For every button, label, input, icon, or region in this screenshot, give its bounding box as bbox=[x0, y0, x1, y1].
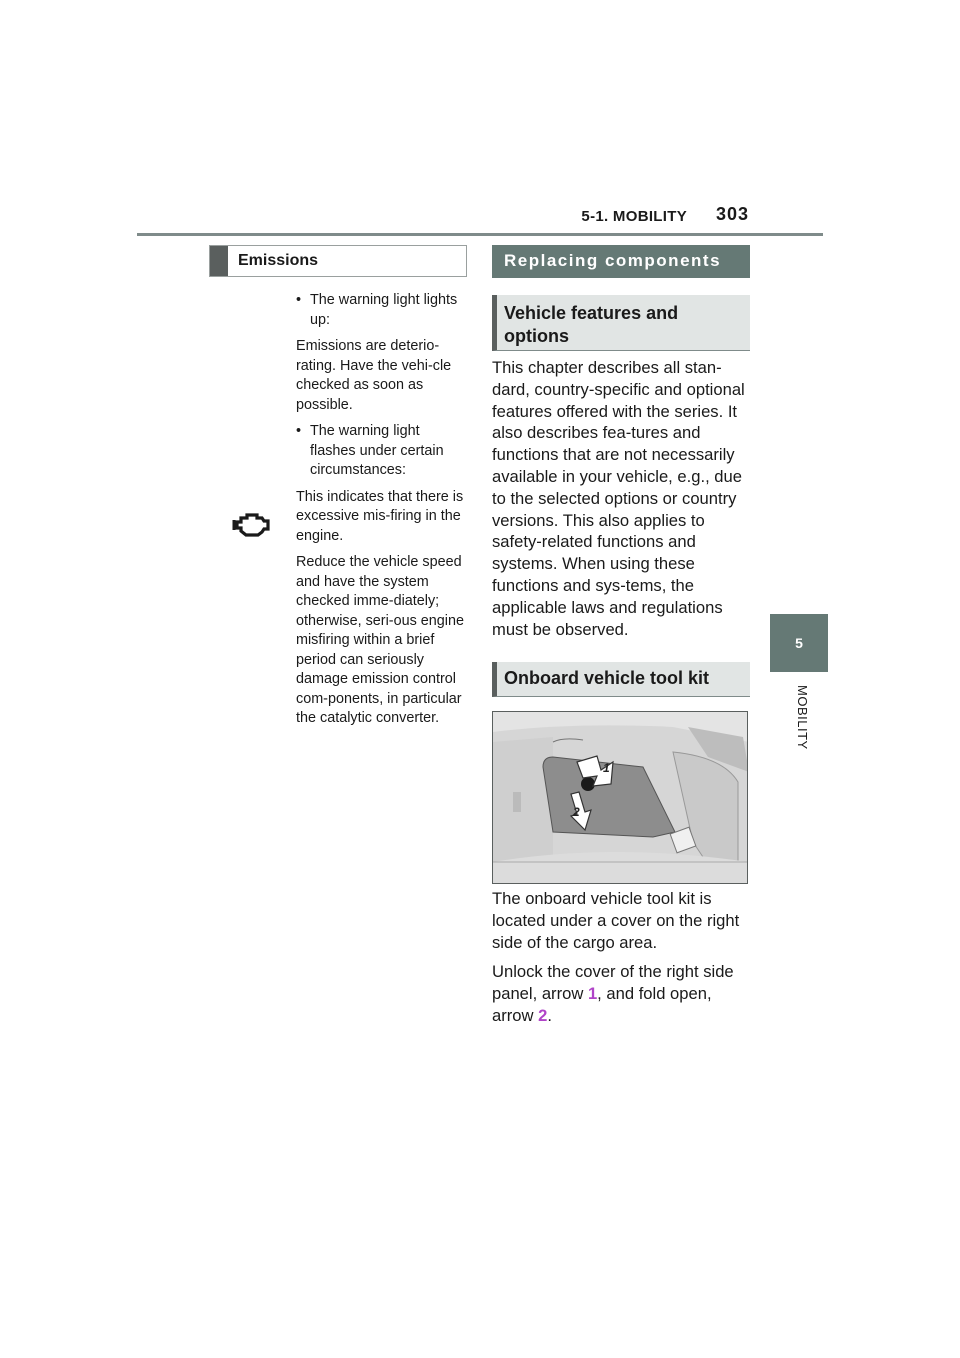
text-misfiring: This indicates that there is excessive mis-firing in the engine. bbox=[296, 488, 464, 544]
page-number: 303 bbox=[716, 204, 750, 224]
cargo-area-figure bbox=[492, 711, 748, 884]
chapter-number: 5 bbox=[795, 635, 803, 651]
figure-label-1: 1 bbox=[603, 761, 610, 775]
tool-kit-location-text: The onboard vehicle tool kit is located under a cover on the right side of the cargo area. bbox=[492, 889, 740, 952]
cargo-area-illustration bbox=[493, 712, 748, 884]
figure-label-2: 2 bbox=[573, 805, 580, 819]
bullet-flashes: • The warning light flashes under certain circumstances: bbox=[296, 422, 466, 481]
replacing-heading: Replacing components bbox=[504, 251, 722, 270]
tool-kit-body bbox=[492, 888, 750, 1035]
subheading-vehicle-features bbox=[492, 295, 750, 351]
tool-kit-heading: Onboard vehicle tool kit bbox=[504, 668, 710, 688]
vehicle-features-body bbox=[492, 357, 750, 648]
chapter-side-label: MOBILITY bbox=[795, 685, 810, 750]
check-engine-icon bbox=[232, 510, 272, 540]
instruction-part-1: Unlock the cover of the right side panel, arrow bbox=[492, 962, 734, 1004]
emissions-description bbox=[296, 291, 466, 736]
chapter-tab[interactable] bbox=[770, 614, 828, 672]
vehicle-features-heading: Vehicle features and options bbox=[504, 303, 679, 346]
header-bar bbox=[210, 246, 228, 276]
emissions-table-header bbox=[209, 245, 467, 277]
tool-kit-instruction bbox=[492, 961, 750, 1026]
vehicle-features-text: This chapter describes all stan-dard, country-specific and optional features offered with the series. It also describes fea-tures and functions that are not necessarily available in your vehicle, e.g., due to the selected options or country versions. This also applies to safety-related functions and systems. When using these functions and sys-tems, the applicable laws and regulations must be observed. bbox=[492, 358, 745, 639]
text-reduce-speed: Reduce the vehicle speed and have the system checked imme-diately; otherwise, seri-ous engine misfiring within a brief period can seriously damage emission control com-ponents, in particular the catalytic converter. bbox=[296, 554, 464, 726]
header-divider bbox=[137, 233, 823, 236]
instruction-part-2: , and fold open, arrow bbox=[492, 984, 712, 1025]
emissions-heading: Emissions bbox=[238, 252, 319, 269]
section-heading bbox=[492, 245, 750, 278]
text-emissions-deteriorating: Emissions are deterio-rating. Have the vehi-cle checked as soon as possible. bbox=[296, 338, 452, 413]
subheading-tool-kit bbox=[492, 662, 750, 697]
instruction-part-3: . bbox=[547, 1005, 552, 1025]
arrow-2-reference: 2 bbox=[538, 1005, 548, 1025]
bullet-lights-up: • The warning light lights up: bbox=[296, 291, 466, 330]
section-title: 5-1. MOBILITY bbox=[581, 208, 687, 225]
arrow-1-reference: 1 bbox=[587, 984, 598, 1004]
